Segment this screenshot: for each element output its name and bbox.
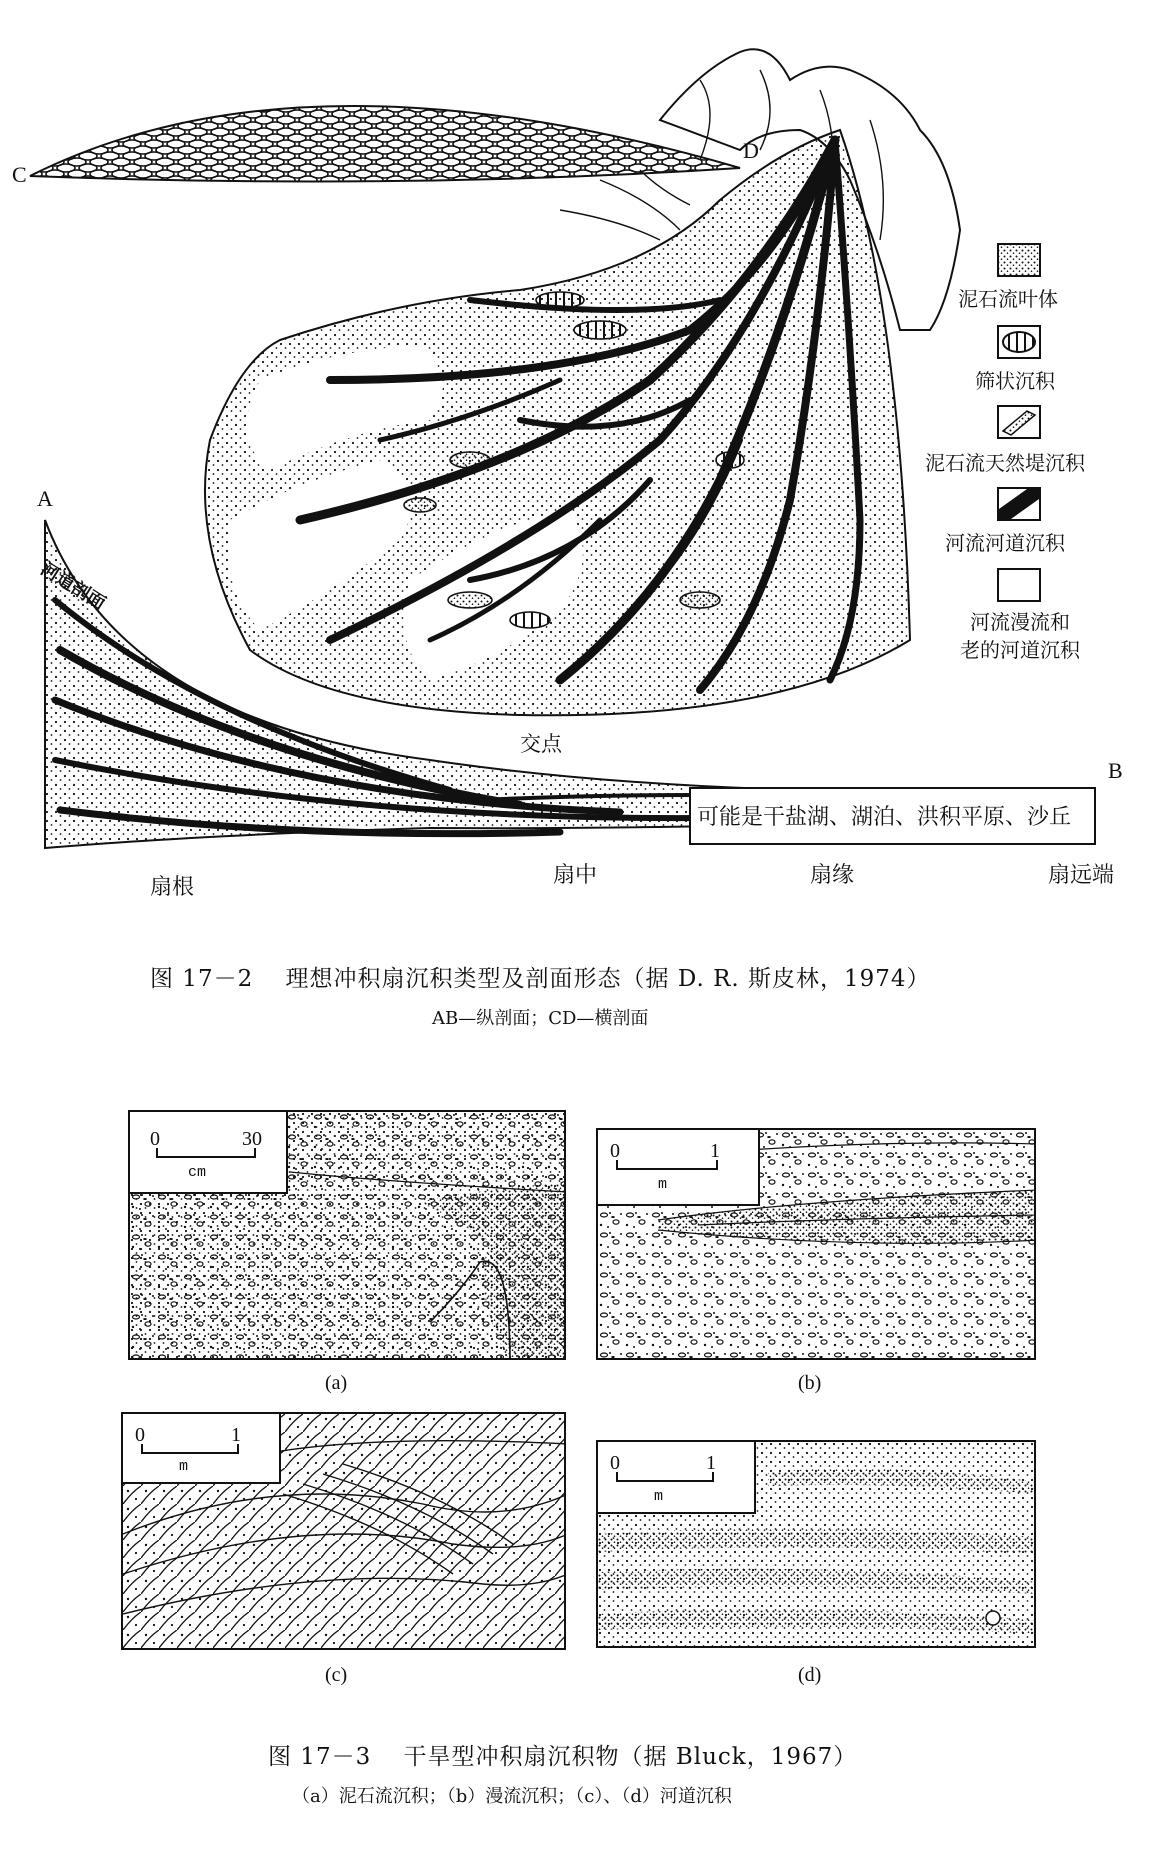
basin-note: 可能是干盐湖、湖泊、洪积平原、沙丘 (697, 805, 1072, 830)
zone-fan-distal: 扇远端 (1048, 863, 1115, 888)
scale-bar-d: 0 1 m (598, 1442, 756, 1514)
panel-c (121, 1412, 566, 1650)
legend-label-overflow: 河流漫流和 老的河道沉积 (960, 610, 1080, 662)
point-b-label: B (1108, 758, 1123, 783)
legend-swatch-channel (997, 487, 1041, 521)
scale-bar-b: 0 1 m (598, 1130, 760, 1206)
legend-swatch-levee (997, 405, 1041, 439)
panel-b-label: (b) (798, 1372, 822, 1394)
legend-label-channel: 河流河道沉积 (945, 531, 1065, 555)
legend-swatch-blank (997, 568, 1041, 602)
point-c-label: C (12, 162, 27, 187)
figure-17-3-caption: 图 17－3 干旱型冲积扇沉积物（据 Bluck，1967） (268, 1744, 858, 1770)
panel-b (596, 1128, 1036, 1360)
zone-fan-middle: 扇中 (553, 863, 598, 888)
scale-bar-c: 0 1 m (123, 1414, 281, 1484)
zone-fan-root: 扇根 (150, 875, 195, 900)
figure-17-3-subcaption: （a）泥石流沉积；（b）漫流沉积；（c）、（d）河道沉积 (292, 1786, 732, 1807)
channel-profile-label: 河道剖面 (36, 558, 109, 615)
legend-swatch-sieve (997, 325, 1041, 359)
legend-label-levee: 泥石流天然堤沉积 (925, 451, 1085, 475)
scale-bar-a: 0 30 cm (130, 1112, 288, 1194)
panel-a-label: (a) (325, 1372, 348, 1394)
legend-label-debris-lobe: 泥石流叶体 (958, 287, 1058, 311)
figure-17-2-subcaption: AB—纵剖面；CD—横剖面 (432, 1008, 649, 1029)
panel-d-label: (d) (798, 1664, 822, 1686)
point-a-label: A (37, 486, 53, 511)
point-d-label: D (743, 138, 759, 163)
zone-fan-edge: 扇缘 (810, 863, 855, 888)
panel-d (596, 1440, 1036, 1648)
legend-label-sieve: 筛状沉积 (975, 369, 1055, 393)
figure-17-2-caption: 图 17－2 理想冲积扇沉积类型及剖面形态（据 D. R. 斯皮林，1974） (150, 966, 931, 992)
legend-swatch-stipple (997, 243, 1041, 277)
panel-a (128, 1110, 566, 1360)
cross-section-cd (30, 106, 740, 182)
intersection-label: 交点 (520, 732, 562, 756)
panel-c-label: (c) (325, 1664, 348, 1686)
